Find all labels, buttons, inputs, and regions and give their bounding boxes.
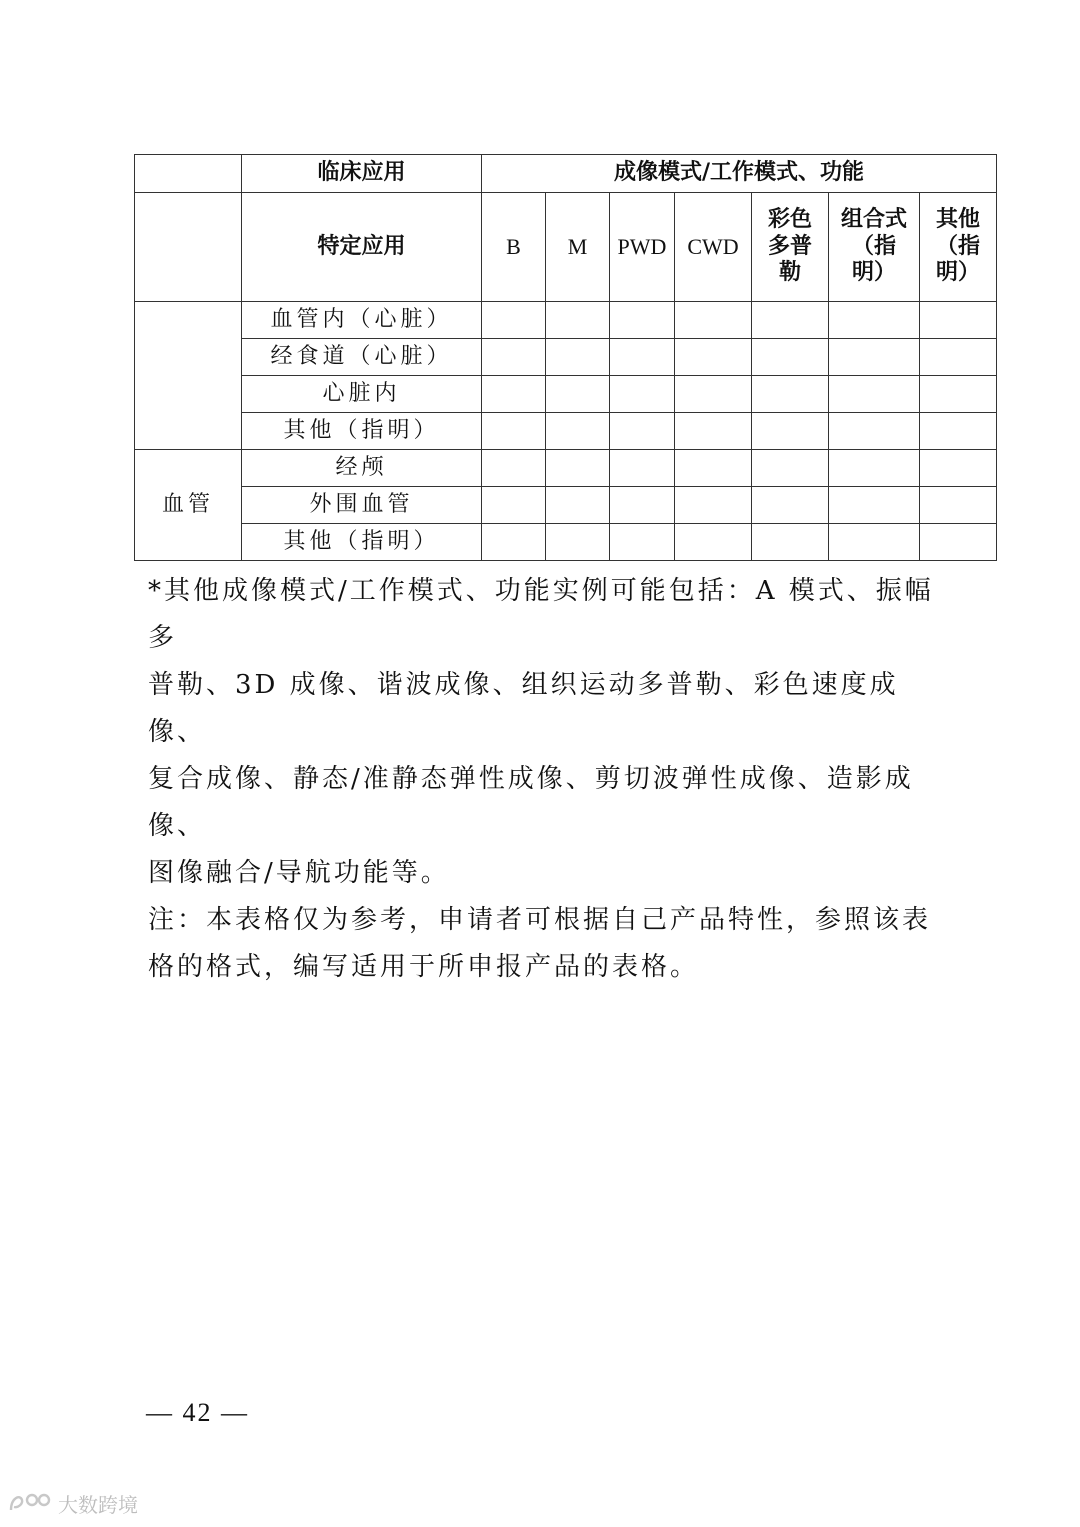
note-line: 复合成像、静态/准静态弹性成像、剪切波弹性成像、造影成像、 xyxy=(148,764,914,841)
mode-other xyxy=(920,193,997,302)
table-row xyxy=(135,487,997,524)
application-label: 其他（指明） xyxy=(242,524,482,561)
header-imaging-modes: 成像模式/工作模式、功能 xyxy=(482,155,997,193)
page-number: — 42 — xyxy=(146,1398,249,1427)
mode-b: B xyxy=(482,193,546,302)
mode-color-doppler-line: 彩色 xyxy=(767,207,812,233)
table-cell xyxy=(546,524,610,561)
table-cell xyxy=(546,413,610,450)
mode-cwd: CWD xyxy=(675,193,752,302)
application-label: 经食道（心脏） xyxy=(242,339,482,376)
group-cardiac-cell xyxy=(135,302,242,450)
table-cell xyxy=(675,413,752,450)
table-cell xyxy=(752,302,829,339)
table-cell xyxy=(920,339,997,376)
table-row xyxy=(135,339,997,376)
table-cell xyxy=(829,302,920,339)
mode-other-line: （指 xyxy=(936,233,981,259)
table-cell xyxy=(675,450,752,487)
table-cell xyxy=(829,524,920,561)
table-cell xyxy=(610,339,675,376)
brand-logo-icon xyxy=(8,1490,52,1516)
table-subheader-row xyxy=(135,193,997,302)
group-vascular-label: 血管 xyxy=(135,450,242,561)
mode-other-line: 其他 xyxy=(936,207,981,233)
note-line: *其他成像模式/工作模式、功能实例可能包括：A 模式、振幅多 xyxy=(148,576,934,653)
table-cell xyxy=(752,339,829,376)
table-cell xyxy=(752,376,829,413)
note-line: 普勒、3D 成像、谐波成像、组织运动多普勒、彩色速度成像、 xyxy=(148,670,899,747)
mode-combined-line: （指 xyxy=(851,233,896,259)
application-label: 血管内（心脏） xyxy=(242,302,482,339)
notes-section xyxy=(148,568,948,991)
table-cell xyxy=(482,376,546,413)
table-cell xyxy=(829,450,920,487)
table-cell xyxy=(920,302,997,339)
mode-color-doppler xyxy=(752,193,829,302)
table-cell xyxy=(546,376,610,413)
table-cell xyxy=(920,524,997,561)
header-specific-application: 特定应用 xyxy=(242,193,482,302)
note-line: 注：本表格仅为参考，申请者可根据自己产品特性，参照该表 xyxy=(148,905,932,935)
table-cell xyxy=(482,302,546,339)
mode-pwd: PWD xyxy=(610,193,675,302)
table-cell xyxy=(920,376,997,413)
table-cell xyxy=(482,339,546,376)
imaging-modes-table xyxy=(134,154,997,561)
table-cell xyxy=(610,450,675,487)
corner-cell xyxy=(135,193,242,302)
mode-color-doppler-line: 多普 xyxy=(767,233,812,259)
table-cell xyxy=(546,302,610,339)
table-cell xyxy=(675,302,752,339)
application-label: 经颅 xyxy=(242,450,482,487)
mode-other-line: 明） xyxy=(936,260,981,286)
application-label: 心脏内 xyxy=(242,376,482,413)
watermark xyxy=(8,1488,138,1518)
table-cell xyxy=(546,450,610,487)
table-cell xyxy=(482,487,546,524)
mode-combined xyxy=(829,193,920,302)
header-clinical-application: 临床应用 xyxy=(242,155,482,193)
note-line: 格的格式，编写适用于所申报产品的表格。 xyxy=(148,952,700,982)
table-cell xyxy=(546,339,610,376)
table-cell xyxy=(829,487,920,524)
mode-color-doppler-line: 勒 xyxy=(778,260,801,286)
table-cell xyxy=(675,376,752,413)
table-cell xyxy=(546,487,610,524)
table-cell xyxy=(920,413,997,450)
application-label: 其他（指明） xyxy=(242,413,482,450)
mode-combined-line: 组合式 xyxy=(840,207,907,233)
table-row xyxy=(135,413,997,450)
table-cell xyxy=(482,524,546,561)
table-row xyxy=(135,376,997,413)
mode-m: M xyxy=(546,193,610,302)
table-cell xyxy=(829,376,920,413)
table-row xyxy=(135,302,997,339)
table-cell xyxy=(610,487,675,524)
table-cell xyxy=(610,302,675,339)
table-cell xyxy=(482,450,546,487)
table-cell xyxy=(920,487,997,524)
table-cell xyxy=(675,487,752,524)
corner-cell xyxy=(135,155,242,193)
watermark-text: 大数跨境 xyxy=(58,1492,138,1517)
table-cell xyxy=(482,413,546,450)
application-label: 外围血管 xyxy=(242,487,482,524)
table-cell xyxy=(829,413,920,450)
note-line: 图像融合/导航功能等。 xyxy=(148,858,450,888)
table-header-row xyxy=(135,155,997,193)
table-cell xyxy=(675,524,752,561)
table-cell xyxy=(920,450,997,487)
table-cell xyxy=(675,339,752,376)
table-cell xyxy=(610,376,675,413)
table-cell xyxy=(829,339,920,376)
table-cell xyxy=(752,524,829,561)
table-row xyxy=(135,524,997,561)
table-cell xyxy=(610,524,675,561)
table-cell xyxy=(752,487,829,524)
table-cell xyxy=(610,413,675,450)
table-cell xyxy=(752,450,829,487)
mode-combined-line: 明） xyxy=(851,260,896,286)
table-cell xyxy=(752,413,829,450)
table-row xyxy=(135,450,997,487)
